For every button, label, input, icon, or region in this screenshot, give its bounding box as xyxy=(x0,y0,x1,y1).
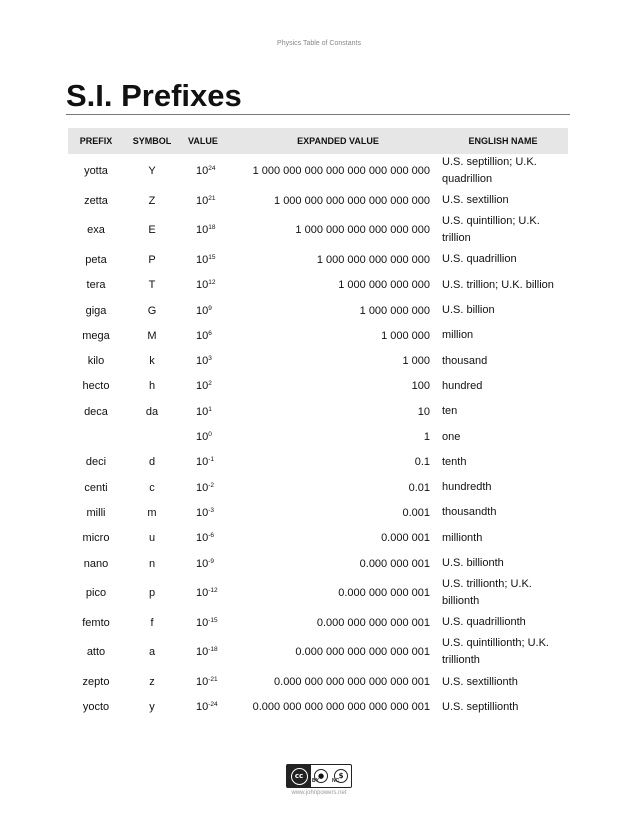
expanded-value-cell: 1 000 000 000 000 000 000 000 xyxy=(274,194,430,207)
prefix-cell: micro xyxy=(82,532,110,545)
english-name-cell: U.S. trillion; U.K. billion xyxy=(442,278,554,291)
value-exponent: -3 xyxy=(208,506,215,514)
value-cell xyxy=(180,424,238,449)
table-row xyxy=(68,323,568,348)
value-base: 10 xyxy=(196,616,209,629)
prefix-cell: kilo xyxy=(87,355,105,368)
value-exponent: -1 xyxy=(208,456,215,464)
column-header-english-name: ENGLISH NAME xyxy=(468,136,538,146)
creative-commons-badge xyxy=(286,764,352,788)
value-base: 10 xyxy=(196,194,209,207)
prefix-cell: pico xyxy=(85,587,107,600)
value-cell xyxy=(180,450,238,475)
expanded-value-cell: 0.01 xyxy=(408,481,430,494)
value-cell xyxy=(180,374,238,399)
english-name-cell: hundredth xyxy=(442,481,492,494)
symbol-cell: T xyxy=(148,279,156,292)
value-cell xyxy=(180,399,238,424)
table-row xyxy=(68,213,568,247)
value-cell xyxy=(180,500,238,525)
symbol-cell: a xyxy=(148,646,156,659)
table-row xyxy=(68,374,568,399)
prefix-cell: atto xyxy=(86,646,106,659)
value-cell xyxy=(180,154,238,188)
prefix-cell: giga xyxy=(85,304,107,317)
value-cell xyxy=(180,348,238,373)
symbol-cell: d xyxy=(148,456,156,469)
english-name-cell: ten xyxy=(442,405,458,418)
prefix-cell: deci xyxy=(85,456,107,469)
table-row xyxy=(68,424,568,449)
value-cell xyxy=(180,188,238,213)
prefix-cell: tera xyxy=(86,279,106,292)
prefix-cell xyxy=(68,424,124,449)
value-exponent: 0 xyxy=(208,431,212,439)
english-name-cell: one xyxy=(442,430,461,443)
english-name-cell: U.S. trillionth; U.K. billionth xyxy=(442,578,532,608)
value-exponent: -9 xyxy=(208,557,215,565)
value-cell xyxy=(180,669,238,694)
by-icon: ● xyxy=(314,769,328,783)
table-row xyxy=(68,188,568,213)
value-exponent: 12 xyxy=(208,279,216,287)
value-cell xyxy=(180,213,238,247)
english-name-cell: U.S. septillion; U.K. quadrillion xyxy=(442,156,537,185)
expanded-value-cell: 1 000 000 000 000 000 000 000 000 xyxy=(252,165,430,177)
value-base: 10 xyxy=(196,279,209,292)
symbol-cell: p xyxy=(148,587,156,600)
value-exponent: 3 xyxy=(208,355,212,363)
table-row xyxy=(68,669,568,694)
si-prefixes-table xyxy=(68,128,568,720)
table-row xyxy=(68,500,568,525)
english-name-cell: U.S. quintillion; U.K. trillion xyxy=(442,215,540,245)
symbol-cell: h xyxy=(148,380,156,393)
english-name-cell: thousand xyxy=(442,354,488,367)
value-base: 10 xyxy=(196,701,209,714)
license-label-nc: NC xyxy=(332,778,340,784)
table-row xyxy=(68,695,568,720)
symbol-cell: c xyxy=(149,481,155,494)
symbol-cell: G xyxy=(147,304,157,317)
expanded-value-cell: 0.1 xyxy=(414,456,430,469)
prefix-cell: exa xyxy=(87,224,105,237)
value-base: 10 xyxy=(196,253,209,266)
expanded-value-cell: 100 xyxy=(411,380,430,393)
footer-url: www.johnpowers.net xyxy=(291,790,347,796)
english-name-cell: hundred xyxy=(442,379,483,392)
value-exponent: 2 xyxy=(208,380,212,388)
cc-icon: cc xyxy=(291,768,308,785)
expanded-value-cell: 1 000 000 xyxy=(381,329,430,342)
expanded-value-cell: 1 000 000 000 000 xyxy=(338,279,430,292)
value-exponent: -15 xyxy=(208,616,218,624)
expanded-value-cell: 1 000 000 000 xyxy=(359,304,430,317)
symbol-cell: k xyxy=(149,355,155,368)
page-header: Physics Table of Constants xyxy=(277,40,361,47)
value-base: 10 xyxy=(196,304,209,317)
expanded-value-cell: 1 xyxy=(423,431,430,444)
value-exponent: 21 xyxy=(208,194,216,202)
english-name-cell: million xyxy=(442,329,474,342)
title-divider xyxy=(66,114,570,115)
value-base: 10 xyxy=(196,329,209,342)
english-name-cell: U.S. sextillionth xyxy=(442,675,518,688)
symbol-cell: P xyxy=(148,253,156,266)
table-row xyxy=(68,450,568,475)
english-name-cell: U.S. quadrillion xyxy=(442,253,517,266)
value-cell xyxy=(180,475,238,500)
english-name-cell: U.S. sextillion xyxy=(442,194,509,207)
english-name-cell: millionth xyxy=(442,531,483,544)
symbol-cell: m xyxy=(147,506,157,519)
value-exponent: -6 xyxy=(208,532,215,540)
expanded-value-cell: 1 000 xyxy=(402,355,430,368)
symbol-cell: z xyxy=(149,676,155,689)
value-base: 10 xyxy=(196,431,209,444)
table-row xyxy=(68,551,568,576)
symbol-cell: n xyxy=(148,557,156,570)
value-exponent: 24 xyxy=(208,165,216,172)
expanded-value-cell: 0.000 000 000 000 001 xyxy=(316,616,430,629)
value-base: 10 xyxy=(196,405,209,418)
symbol-cell: Y xyxy=(148,165,156,177)
expanded-value-cell: 10 xyxy=(417,405,430,418)
value-exponent: -21 xyxy=(208,676,218,684)
value-exponent: -2 xyxy=(208,481,215,489)
value-exponent: -12 xyxy=(208,587,218,595)
table-row xyxy=(68,247,568,272)
license-label-by: BY xyxy=(312,778,319,784)
column-header-prefix: PREFIX xyxy=(79,136,113,146)
prefix-cell: nano xyxy=(83,557,109,570)
english-name-cell: U.S. septillionth xyxy=(442,700,519,713)
value-exponent: 18 xyxy=(208,224,216,232)
english-name-cell: U.S. quintillionth; U.K. trillionth xyxy=(442,637,549,667)
prefix-cell: centi xyxy=(84,481,108,494)
english-name-cell: U.S. billionth xyxy=(442,557,504,569)
expanded-value-cell: 0.000 000 000 000 000 001 xyxy=(295,646,430,659)
symbol-cell: Z xyxy=(148,194,156,207)
prefix-cell: deca xyxy=(84,405,108,418)
english-name-cell: thousandth xyxy=(442,506,497,519)
prefix-cell: peta xyxy=(85,253,107,266)
symbol-cell: u xyxy=(148,532,156,545)
table-row xyxy=(68,526,568,551)
value-exponent: 15 xyxy=(208,253,216,261)
symbol-cell: E xyxy=(148,224,156,237)
prefix-cell: yotta xyxy=(84,165,108,177)
value-cell xyxy=(180,323,238,348)
value-base: 10 xyxy=(196,557,209,570)
symbol-cell xyxy=(124,424,180,449)
table-row xyxy=(68,298,568,323)
table-row xyxy=(68,399,568,424)
value-exponent: 1 xyxy=(208,405,212,413)
prefix-cell: yocto xyxy=(82,701,110,714)
value-exponent: -18 xyxy=(208,646,218,654)
expanded-value-cell: 0.000 000 001 xyxy=(359,557,430,570)
value-base: 10 xyxy=(196,532,209,545)
value-base: 10 xyxy=(196,506,209,519)
value-cell xyxy=(180,695,238,720)
prefix-cell: mega xyxy=(82,329,110,342)
symbol-cell: y xyxy=(149,701,155,714)
table-row xyxy=(68,348,568,373)
table-row xyxy=(68,475,568,500)
prefix-cell: femto xyxy=(82,616,110,629)
column-header-symbol: SYMBOL xyxy=(132,136,172,146)
prefix-cell: hecto xyxy=(82,380,110,393)
expanded-value-cell: 0.001 xyxy=(402,506,430,519)
value-base: 10 xyxy=(196,646,209,659)
table-row xyxy=(68,154,568,188)
expanded-value-cell: 0.000 001 xyxy=(381,532,430,545)
expanded-value-cell: 1 000 000 000 000 000 000 xyxy=(295,224,430,237)
value-cell xyxy=(180,273,238,298)
page-title: S.I. Prefixes xyxy=(66,78,242,113)
expanded-value-cell: 0.000 000 000 000 000 000 001 xyxy=(274,676,430,689)
value-base: 10 xyxy=(196,587,209,600)
value-base: 10 xyxy=(196,380,209,393)
english-name-cell: U.S. billion xyxy=(442,304,495,317)
value-cell xyxy=(180,526,238,551)
symbol-cell: M xyxy=(147,329,157,342)
column-header-value: VALUE xyxy=(188,136,218,146)
value-base: 10 xyxy=(196,224,209,237)
value-exponent: -24 xyxy=(208,701,218,709)
column-header-expanded-value: EXPANDED VALUE xyxy=(297,136,379,146)
expanded-value-cell: 1 000 000 000 000 000 xyxy=(316,253,430,266)
prefix-cell: milli xyxy=(86,506,106,519)
english-name-cell: tenth xyxy=(442,455,467,468)
symbol-cell: da xyxy=(145,405,159,418)
english-name-cell: U.S. quadrillionth xyxy=(442,616,526,629)
value-base: 10 xyxy=(196,355,209,368)
value-base: 10 xyxy=(196,165,209,177)
value-base: 10 xyxy=(196,456,209,469)
value-cell xyxy=(180,635,238,669)
prefix-cell: zetta xyxy=(84,194,108,207)
value-exponent: 9 xyxy=(208,304,212,312)
value-cell xyxy=(180,247,238,272)
table-row xyxy=(68,576,568,610)
table-header-row xyxy=(68,128,568,154)
value-cell xyxy=(180,551,238,576)
value-exponent: 6 xyxy=(208,329,212,337)
nc-icon: $ xyxy=(334,769,348,783)
symbol-cell: f xyxy=(150,616,154,629)
value-base: 10 xyxy=(196,481,209,494)
table-row xyxy=(68,610,568,635)
value-base: 10 xyxy=(196,676,209,689)
table-row xyxy=(68,273,568,298)
expanded-value-cell: 0.000 000 000 001 xyxy=(338,587,430,600)
value-cell xyxy=(180,298,238,323)
expanded-value-cell: 0.000 000 000 000 000 000 000 001 xyxy=(252,701,430,714)
table-row xyxy=(68,635,568,669)
prefix-cell: zepto xyxy=(82,676,110,689)
value-cell xyxy=(180,610,238,635)
value-cell xyxy=(180,576,238,610)
